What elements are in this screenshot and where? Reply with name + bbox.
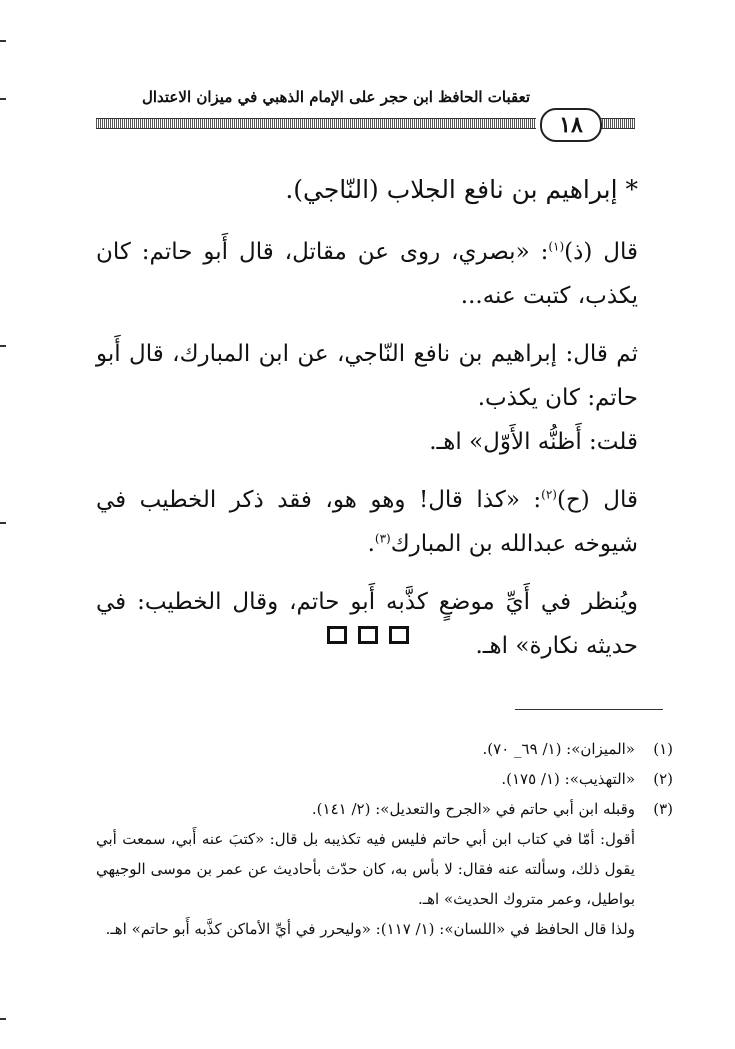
footnotes [96,734,673,944]
footnote-ref[interactable]: (١) [548,239,565,254]
main-text [96,168,638,668]
footnote-number: (٣) [653,800,673,818]
scan-edge-mark [0,1018,6,1020]
footnote-number: (٢) [653,770,673,788]
text-run: : «كذا قال! وهو هو، فقد ذكر الخطيب في شيوخه عبدالله بن المبارك [96,487,638,557]
text-run: . [367,531,375,557]
square-icon [358,626,378,644]
footnote-text: «الميزان»: (١/ ٦٩_ ٧٠). [482,740,635,758]
scan-edge-mark [0,40,6,42]
scan-edge-mark [0,98,6,100]
section-ornament [327,626,409,648]
footnote-text: وقبله ابن أبي حاتم في «الجرح والتعديل»: (٢/ ١٤١). [311,800,635,818]
footnote [96,734,673,764]
paragraph [96,230,638,318]
scan-edge-mark [0,345,6,347]
text-run: قال (ح) [556,487,638,513]
text-run: قال (ذ) [564,239,639,265]
footnote-continuation: ولذا قال الحافظ في «اللسان»: (١/ ١١٧): «وليحرر في أيِّ الأماكن كذَّبه أَبو حاتم» اهـ. [105,920,635,938]
footnote [96,794,673,824]
footnote-separator [515,709,663,710]
footnote-text: «التهذيب»: (١/ ١٧٥). [501,770,635,788]
square-icon [327,626,347,644]
paragraph: ويُنظر في أَيِّ موضعٍ كذَّبه أَبو حاتم، وقال الخطيب: في حديثه نكارة» اهـ. [96,589,638,659]
entry-title: * إبراهيم بن نافع الجلاب (النّاجي). [285,175,638,204]
footnote-ref[interactable]: (٢) [541,487,557,502]
footnote [96,764,673,794]
page-number: ١٨ [540,108,602,142]
square-icon [389,626,409,644]
running-title: تعقبات الحافظ ابن حجر على الإمام الذهبي في ميزان الاعتدال [141,88,530,106]
header-rule [96,118,536,129]
paragraph [96,478,638,566]
footnote-number: (١) [653,740,673,758]
header-rule [600,118,635,129]
text-run: : «بصري، روى عن مقاتل، قال أَبو حاتم: كان يكذب، كتبت عنه... [96,239,638,309]
paragraph: ثم قال: إبراهيم بن نافع النّاجي، عن ابن المبارك، قال أَبو حاتم: كان يكذب. [96,341,638,411]
paragraph: قلت: أَظنُّه الأَوّل» اهـ. [429,429,638,455]
footnote-continuation: أقول: أمّا في كتاب ابن أبي حاتم فليس فيه تكذيبه بل قال: «كتبَ عنه أَبي، سمعت أبي يقول ذلك، وسألته عنه فقال: لا بأس به، كان حدّث بأحاديث عن عمر بن موسى الوجيهي بواطيل، وعمر متروك الحديث» اهـ. [96,830,635,908]
scan-edge-mark [0,522,6,524]
footnote-ref[interactable]: (٣) [374,531,391,546]
